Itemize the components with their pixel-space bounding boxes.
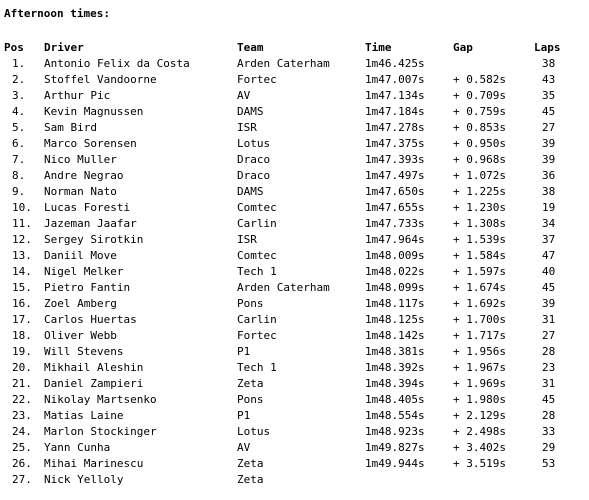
cell-gap xyxy=(453,56,534,72)
cell-gap: + 2.129s xyxy=(453,409,506,422)
cell-team: Draco xyxy=(237,169,271,182)
cell-time: 1m49.827s xyxy=(365,441,425,454)
cell-time: 1m46.425s xyxy=(365,57,425,70)
cell-pos: 1. xyxy=(12,57,26,70)
table-row xyxy=(4,56,574,72)
table-row xyxy=(4,296,574,312)
cell-team: Draco xyxy=(237,153,271,166)
table-row xyxy=(4,88,574,104)
cell-time: 1m48.394s xyxy=(365,377,425,390)
cell-pos: 16. xyxy=(12,297,32,310)
cell-gap: + 0.709s xyxy=(453,89,506,102)
cell-team: Arden Caterham xyxy=(237,57,330,70)
column-header-team: Team xyxy=(237,41,264,54)
cell-laps: 53 xyxy=(542,457,556,470)
cell-team: Fortec xyxy=(237,329,277,342)
cell-gap: + 0.582s xyxy=(453,73,506,86)
table-body xyxy=(4,56,574,488)
table-header-row xyxy=(4,40,574,56)
cell-laps: 37 xyxy=(542,233,556,246)
cell-driver: Andre Negrao xyxy=(44,169,124,182)
cell-driver: Mihai Marinescu xyxy=(44,457,144,470)
cell-driver: Zoel Amberg xyxy=(44,297,117,310)
cell-pos: 19. xyxy=(12,345,32,358)
cell-driver: Daniil Move xyxy=(44,249,117,262)
cell-time: 1m47.007s xyxy=(365,73,425,86)
cell-time: 1m47.650s xyxy=(365,185,425,198)
cell-gap: + 0.853s xyxy=(453,121,506,134)
cell-time: 1m48.022s xyxy=(365,265,425,278)
table-row xyxy=(4,408,574,424)
cell-time: 1m48.405s xyxy=(365,393,425,406)
cell-time: 1m47.497s xyxy=(365,169,425,182)
table-row xyxy=(4,72,574,88)
cell-driver: Oliver Webb xyxy=(44,329,117,342)
cell-laps: 23 xyxy=(542,361,556,374)
cell-team: ISR xyxy=(237,121,257,134)
cell-time: 1m47.278s xyxy=(365,121,425,134)
cell-team: DAMS xyxy=(237,185,264,198)
cell-team: Carlin xyxy=(237,313,277,326)
cell-time: 1m47.393s xyxy=(365,153,425,166)
cell-gap: + 1.230s xyxy=(453,201,506,214)
cell-driver: Antonio Felix da Costa xyxy=(44,57,190,70)
cell-team: Zeta xyxy=(237,473,264,486)
cell-pos: 21. xyxy=(12,377,32,390)
cell-laps: 31 xyxy=(542,313,556,326)
cell-driver: Sam Bird xyxy=(44,121,97,134)
cell-pos: 27. xyxy=(12,473,32,486)
cell-time: 1m48.009s xyxy=(365,249,425,262)
cell-pos: 3. xyxy=(12,89,26,102)
table-row xyxy=(4,280,574,296)
cell-pos: 22. xyxy=(12,393,32,406)
column-header-pos: Pos xyxy=(4,41,24,54)
cell-time: 1m48.381s xyxy=(365,345,425,358)
cell-team: ISR xyxy=(237,233,257,246)
cell-pos: 20. xyxy=(12,361,32,374)
table-row xyxy=(4,424,574,440)
cell-laps: 40 xyxy=(542,265,556,278)
cell-team: Lotus xyxy=(237,137,271,150)
cell-gap: + 1.674s xyxy=(453,281,506,294)
table-row xyxy=(4,232,574,248)
cell-gap: + 1.225s xyxy=(453,185,506,198)
cell-team: AV xyxy=(237,89,251,102)
cell-time: 1m47.184s xyxy=(365,105,425,118)
cell-pos: 7. xyxy=(12,153,26,166)
cell-time: 1m48.392s xyxy=(365,361,425,374)
table-row xyxy=(4,216,574,232)
table-row xyxy=(4,168,574,184)
table-row xyxy=(4,360,574,376)
table-row xyxy=(4,440,574,456)
cell-gap: + 1.308s xyxy=(453,217,506,230)
table-row xyxy=(4,248,574,264)
table-row xyxy=(4,392,574,408)
cell-pos: 24. xyxy=(12,425,32,438)
table-row xyxy=(4,376,574,392)
cell-laps: 27 xyxy=(542,329,556,342)
cell-gap: + 3.519s xyxy=(453,457,506,470)
cell-team: P1 xyxy=(237,409,251,422)
cell-time: 1m47.375s xyxy=(365,137,425,150)
column-header-laps: Laps xyxy=(534,41,561,54)
cell-time: 1m47.964s xyxy=(365,233,425,246)
table-row xyxy=(4,312,574,328)
cell-laps: 38 xyxy=(542,57,556,70)
cell-pos: 11. xyxy=(12,217,32,230)
cell-laps xyxy=(534,472,574,488)
cell-laps: 45 xyxy=(542,393,556,406)
column-header-gap: Gap xyxy=(453,41,473,54)
cell-pos: 10. xyxy=(12,201,32,214)
cell-gap: + 2.498s xyxy=(453,425,506,438)
cell-gap: + 1.072s xyxy=(453,169,506,182)
table-row xyxy=(4,152,574,168)
table-row xyxy=(4,328,574,344)
cell-laps: 45 xyxy=(542,105,556,118)
cell-laps: 35 xyxy=(542,89,556,102)
cell-driver: Arthur Pic xyxy=(44,89,111,102)
cell-driver: Matias Laine xyxy=(44,409,124,422)
cell-gap: + 0.968s xyxy=(453,153,506,166)
cell-pos: 25. xyxy=(12,441,32,454)
cell-team: AV xyxy=(237,441,251,454)
cell-team: Tech 1 xyxy=(237,265,277,278)
cell-driver: Carlos Huertas xyxy=(44,313,137,326)
cell-laps: 31 xyxy=(542,377,556,390)
column-header-driver: Driver xyxy=(44,41,84,54)
column-header-time: Time xyxy=(365,41,392,54)
table-row xyxy=(4,184,574,200)
cell-team: Carlin xyxy=(237,217,277,230)
cell-team: Zeta xyxy=(237,457,264,470)
cell-laps: 28 xyxy=(542,345,556,358)
cell-pos: 6. xyxy=(12,137,26,150)
cell-driver: Nikolay Martsenko xyxy=(44,393,157,406)
cell-pos: 15. xyxy=(12,281,32,294)
cell-time: 1m48.117s xyxy=(365,297,425,310)
cell-team: Arden Caterham xyxy=(237,281,330,294)
cell-laps: 33 xyxy=(542,425,556,438)
cell-gap: + 1.584s xyxy=(453,249,506,262)
cell-driver: Pietro Fantin xyxy=(44,281,131,294)
cell-team: Tech 1 xyxy=(237,361,277,374)
table-row xyxy=(4,136,574,152)
cell-driver: Daniel Zampieri xyxy=(44,377,144,390)
cell-gap: + 1.717s xyxy=(453,329,506,342)
cell-driver: Nigel Melker xyxy=(44,265,124,278)
cell-driver: Stoffel Vandoorne xyxy=(44,73,157,86)
cell-time: 1m48.099s xyxy=(365,281,425,294)
table-row xyxy=(4,120,574,136)
cell-driver: Will Stevens xyxy=(44,345,124,358)
cell-gap: + 1.980s xyxy=(453,393,506,406)
cell-laps: 38 xyxy=(542,185,556,198)
cell-gap: + 1.539s xyxy=(453,233,506,246)
cell-pos: 12. xyxy=(12,233,32,246)
cell-pos: 5. xyxy=(12,121,26,134)
cell-gap: + 1.692s xyxy=(453,297,506,310)
cell-laps: 39 xyxy=(542,137,556,150)
cell-time: 1m48.142s xyxy=(365,329,425,342)
cell-gap: + 1.969s xyxy=(453,377,506,390)
cell-team: Comtec xyxy=(237,201,277,214)
cell-pos: 26. xyxy=(12,457,32,470)
cell-time xyxy=(365,472,453,488)
cell-team: Fortec xyxy=(237,73,277,86)
cell-team: DAMS xyxy=(237,105,264,118)
cell-gap: + 1.597s xyxy=(453,265,506,278)
page-title: Afternoon times: xyxy=(4,7,110,20)
cell-driver: Nico Muller xyxy=(44,153,117,166)
cell-time: 1m48.125s xyxy=(365,313,425,326)
cell-time: 1m47.733s xyxy=(365,217,425,230)
table-row xyxy=(4,344,574,360)
cell-laps: 47 xyxy=(542,249,556,262)
cell-team: Pons xyxy=(237,297,264,310)
cell-laps: 28 xyxy=(542,409,556,422)
results-table xyxy=(4,40,574,488)
cell-laps: 43 xyxy=(542,73,556,86)
cell-team: Pons xyxy=(237,393,264,406)
cell-time: 1m49.944s xyxy=(365,457,425,470)
table-row xyxy=(4,472,574,488)
cell-driver: Yann Cunha xyxy=(44,441,111,454)
cell-laps: 27 xyxy=(542,121,556,134)
cell-laps: 29 xyxy=(542,441,556,454)
cell-pos: 23. xyxy=(12,409,32,422)
cell-driver: Kevin Magnussen xyxy=(44,105,144,118)
cell-driver: Mikhail Aleshin xyxy=(44,361,144,374)
cell-laps: 39 xyxy=(542,153,556,166)
cell-team: Comtec xyxy=(237,249,277,262)
cell-team: Zeta xyxy=(237,377,264,390)
cell-driver: Lucas Foresti xyxy=(44,201,131,214)
cell-gap: + 1.700s xyxy=(453,313,506,326)
cell-driver: Jazeman Jaafar xyxy=(44,217,137,230)
table-row xyxy=(4,264,574,280)
cell-laps: 39 xyxy=(542,297,556,310)
cell-pos: 17. xyxy=(12,313,32,326)
table-row xyxy=(4,200,574,216)
cell-time: 1m48.554s xyxy=(365,409,425,422)
cell-driver: Nick Yelloly xyxy=(44,473,124,486)
cell-pos: 18. xyxy=(12,329,32,342)
cell-gap: + 1.967s xyxy=(453,361,506,374)
cell-laps: 34 xyxy=(542,217,556,230)
cell-pos: 13. xyxy=(12,249,32,262)
cell-time: 1m47.655s xyxy=(365,201,425,214)
cell-gap xyxy=(453,472,534,488)
cell-gap: + 0.759s xyxy=(453,105,506,118)
cell-team: P1 xyxy=(237,345,251,358)
cell-pos: 4. xyxy=(12,105,26,118)
table-row xyxy=(4,456,574,472)
cell-driver: Sergey Sirotkin xyxy=(44,233,144,246)
cell-laps: 45 xyxy=(542,281,556,294)
cell-pos: 8. xyxy=(12,169,26,182)
cell-time: 1m48.923s xyxy=(365,425,425,438)
cell-driver: Norman Nato xyxy=(44,185,117,198)
table-row xyxy=(4,104,574,120)
cell-gap: + 1.956s xyxy=(453,345,506,358)
cell-laps: 19 xyxy=(542,201,556,214)
cell-driver: Marlon Stockinger xyxy=(44,425,157,438)
cell-time: 1m47.134s xyxy=(365,89,425,102)
cell-pos: 9. xyxy=(12,185,26,198)
cell-laps: 36 xyxy=(542,169,556,182)
cell-driver: Marco Sorensen xyxy=(44,137,137,150)
cell-team: Lotus xyxy=(237,425,271,438)
cell-pos: 14. xyxy=(12,265,32,278)
cell-gap: + 3.402s xyxy=(453,441,506,454)
cell-pos: 2. xyxy=(12,73,26,86)
cell-gap: + 0.950s xyxy=(453,137,506,150)
